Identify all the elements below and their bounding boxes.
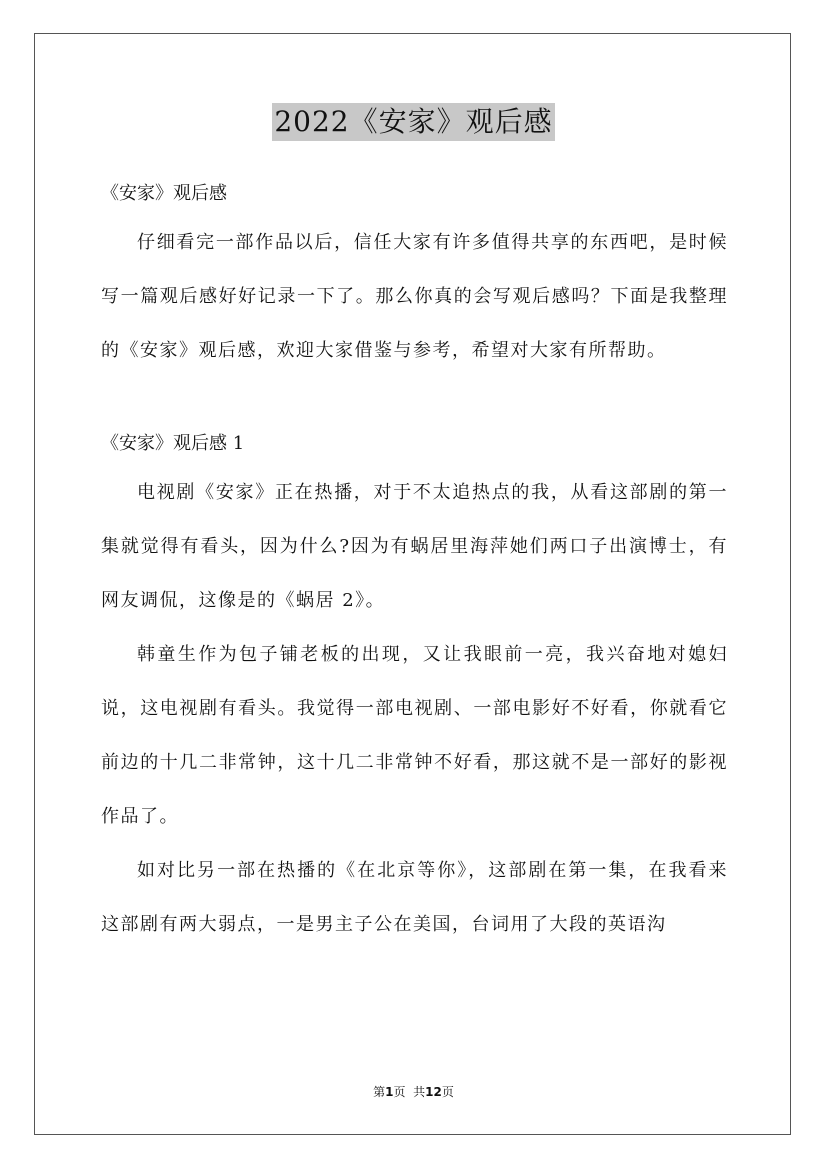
page-footer: [0, 1083, 827, 1101]
document-title: [0, 103, 827, 141]
footer-page-current: 1: [385, 1085, 394, 1099]
footer-page-total: 12: [425, 1085, 442, 1099]
section1-paragraph-3: 如对比另一部在热播的《在北京等你》，这部剧在第一集，在我看来这部剧有两大弱点，一是男主子公在美国，台词用了大段的英语沟: [101, 860, 728, 935]
intro-paragraph: 仔细看完一部作品以后，信任大家有许多值得共享的东西吧，是时候写一篇观后感好好记录一下了。那么你真的会写观后感吗？下面是我整理的《安家》观后感，欢迎大家借鉴与参考，希望对大家有所帮助。: [101, 232, 728, 361]
footer-page-prefix: 第: [373, 1085, 386, 1099]
section1-paragraph-2: 韩童生作为包子铺老板的出现，又让我眼前一亮，我兴奋地对媳妇说，这电视剧有看头。我觉得一部电视剧、一部电影好不好看，你就看它前边的十几二非常钟，这十几二非常钟不好看，那这就不是一部好的影视作品了。: [101, 644, 728, 827]
document-body: [101, 176, 728, 952]
intro-heading: 《安家》观后感: [101, 183, 227, 204]
footer-page-label: 页: [393, 1085, 406, 1099]
footer-total-label: 页: [441, 1085, 454, 1099]
document-title-text: 2022《安家》观后感: [272, 103, 554, 141]
footer-total-prefix: 共: [413, 1085, 426, 1099]
section1-paragraph-1: 电视剧《安家》正在热播，对于不太追热点的我，从看这部剧的第一集就觉得有看头，因为什么?因为有蜗居里海萍她们两口子出演博士，有网友调侃，这像是的《蜗居 2》。: [101, 482, 728, 611]
section1-heading: 《安家》观后感 1: [101, 433, 245, 454]
